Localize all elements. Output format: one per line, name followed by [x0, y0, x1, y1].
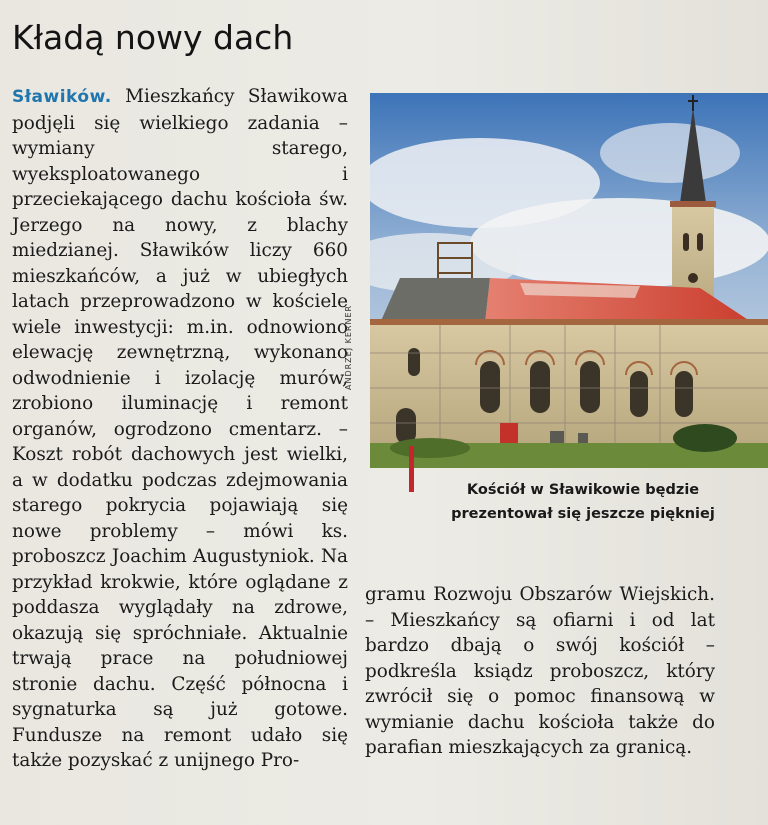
church-photo — [370, 93, 768, 468]
caption-accent-bar — [409, 446, 414, 492]
photo-credit: ANDRZEJ KERNER — [344, 304, 353, 390]
article-column-right — [365, 582, 715, 761]
article-text-left: Mieszkańcy Sławikowa podjęli się wielkiego zadania – wymiany starego, wyeksploatowanego i przeciekającego dachu kościoła św. Jerzego na nowy, z blachy miedzianej. Sławików liczy 660 mieszkańców, a już w ubiegłych latach przeprowadzono w kościele wiele inwestycji: m.in. odnowiono elewację zewnętrzną, wykonano odwodnienie i izolację murów, zrobiono iluminację i remont organów, ogrodzono cmentarz. – Koszt robót dachowych jest wielki, a w dodatku podczas zdejmowania starego pokrycia pojawiają się nowe problemy – mówi ks. proboszcz Joachim Augustyniok. Na przykład krokwie, które oglądane z poddasza wyglądały na zdrowe, okazują się spróchniałe. Aktualnie trwają prace na południowej stronie dachu. Część północna i sygnaturka są już gotowe. Fundusze na remont udało się także pozyskać z unijnego Pro- — [12, 86, 348, 771]
church-illustration — [370, 93, 768, 468]
article-paragraph-left — [12, 84, 348, 774]
article-headline: Kładą nowy dach — [12, 18, 294, 57]
article-text-right: gramu Rozwoju Obszarów Wiejskich. – Mieszkańcy są ofiarni i od lat bardzo dbają o swój kościół – podkreśla ksiądz proboszcz, który zwrócił się o pomoc finansową w wymianie dachu kościoła także do parafian mieszkających za granicą. — [365, 584, 715, 758]
article-column-left — [12, 84, 348, 774]
place-label: Sławików. — [12, 87, 112, 107]
photo-caption: Kościół w Sławikowie będzie prezentował się jeszcze piękniej — [451, 482, 715, 522]
